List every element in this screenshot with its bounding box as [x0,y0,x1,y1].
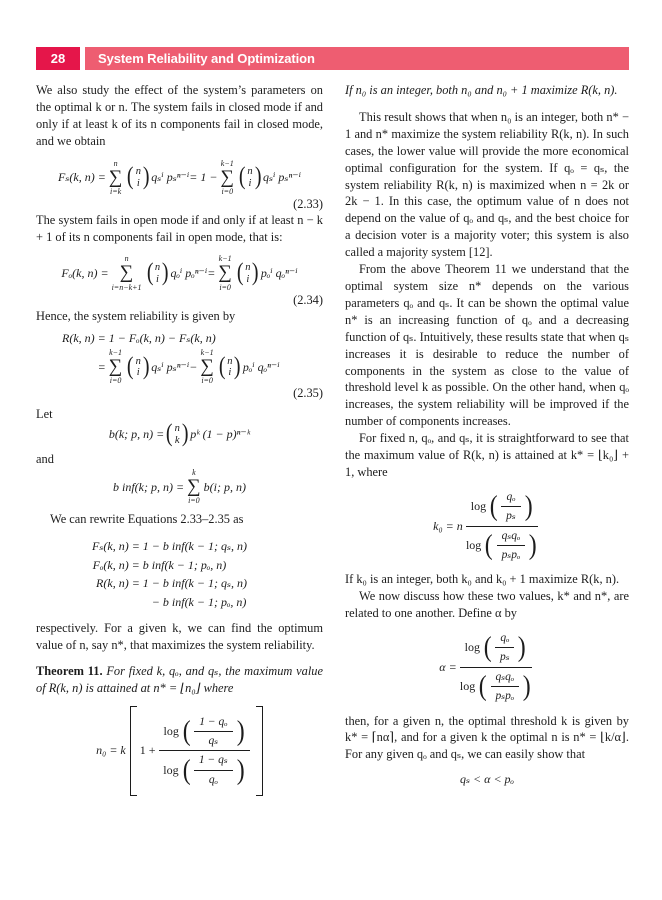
left-paren-icon: ( [236,259,244,287]
log-fraction: log ( qₒ pₛ ) [464,632,527,664]
paragraph-lead: If n₀ is an integer, both n₀ and n₀ + 1 maximize R(k, n). [345,83,618,97]
sigma-icon: ∑ [108,356,123,378]
left-paren-icon: ( [127,352,134,380]
binomial-coefficient: ( n i ) [146,259,169,287]
let-label: Let [36,407,53,422]
eq234-term2: pₒⁱ qₒⁿ⁻ⁱ [260,266,298,280]
binomial-coefficient: ( n k ) [166,420,189,448]
eq235-equals: = [97,359,106,374]
eq235-line1-lhs: R(k, n) [62,331,98,346]
left-paren-icon: ( [489,491,498,523]
right-column [345,82,629,796]
and-label: and [36,452,54,467]
paragraph-from-theorem: From the above Theorem 11 we understand that the optimal system size n* depends on the various parameters qₒ and qₛ. It can be shown the optimal value n* is an increasing function of qₒ and a decreasing function of qₛ. Intuitively, these results state that when qₛ increases it is desirable to reduce the number of components in the system as close to the value of threshold level k as possible. On the other hand, when qₒ increases, the system reliability will be improved if the number of components increases. [345,262,629,429]
rw-rhs: 1 − b inf(k − 1; qₛ, n) [142,576,248,591]
sigma-icon: ∑ [119,262,134,284]
log-fraction: log ( qₒ pₛ ) [470,490,533,523]
equation-2-35 [62,329,280,386]
right-paren-icon: ) [254,163,262,191]
eq233-term2: qₛⁱ pₛⁿ⁻ⁱ [262,170,301,185]
left-paren-icon: ( [182,715,191,747]
paragraph-respectively: respectively. For a given k, we can find the optimum value of n, say n*, that maximizes the system reliability. [36,621,323,653]
paragraph-fixed-n: For fixed n, qₒ, and qₛ, it is straightforward to see that the maximum value of R(k, n) is attained at k* = ⌊k₀⌋ + 1, where [345,431,629,479]
left-paren-icon: ( [238,163,246,191]
eq235-term1: qₛⁱ pₛⁿ⁻ⁱ [151,359,190,374]
eqb-lhs: b(k; p, n) = [108,427,165,442]
outer-fraction [159,715,250,788]
left-paren-icon: ( [182,754,191,786]
eqk0-lhs: k₀ = n [433,518,463,533]
equation-binf-def [36,468,323,506]
summation: k−1 ∑ i=0 [220,158,235,196]
eqb-rhs: pᵏ (1 − p)ⁿ⁻ᵏ [190,427,251,442]
eq235-term2: pₒⁱ qₒⁿ⁻ⁱ [242,359,280,374]
right-paren-icon: ) [252,259,259,287]
right-paren-icon: ) [236,754,245,786]
left-paren-icon: ( [483,632,492,664]
sigma-icon: ∑ [218,262,232,284]
eq235-minus: − [189,359,198,374]
sigma-icon: ∑ [200,356,214,378]
equation-k0 [345,490,629,563]
equation-number: (2.34) [293,292,323,307]
rw-lhs: R(k, n) = [96,576,143,591]
eqn0-one-plus: 1 + [139,743,156,758]
paragraph-open-mode: The system fails in open mode if and only if at least n − k + 1 of its n components fail in open mode, that is: [36,212,323,244]
binomial-coefficient: ( n i ) [218,352,241,380]
left-paren-icon: ( [478,671,487,703]
right-paren-icon: ) [518,632,527,664]
log-fraction: log ( 1 − qₛ qₒ ) [163,754,245,786]
page-header [36,47,629,70]
rw-lhs: Fₒ(k, n) = [92,557,143,572]
equation-number: (2.33) [293,196,323,211]
paragraph-result: This result shows that when n₀ is an integer, both n* − 1 and n* maximize the system reliability R(k, n). In such cases, the lower value will provide the more economical optimal configuration for the system. If qₒ = qₛ, the system reliability R(k, n) is maximized when n = 2k or 2k − 1. In this case, the optimum value of n does not depend on the value of qₒ and qₛ, and the best choice for a decision voter is a majority voter; this system is also called a majority system [12]. [345,109,629,260]
summation: n ∑ i=k [108,158,123,196]
equation-2-33 [36,159,323,197]
paragraph-rewrite: We can rewrite Equations 2.33–2.35 as [50,512,244,527]
rw-rhs: 1 − b inf(k − 1; qₛ, n) [142,538,248,553]
rw-rhs: b inf(k − 1; pₒ, n) [142,557,227,572]
rewritten-equations [92,537,247,611]
rw-rhs: − b inf(k − 1; pₒ, n) [142,594,247,609]
sigma-icon: ∑ [108,166,123,188]
equation-number: (2.35) [293,386,323,401]
summation: k−1 ∑ i=0 [108,348,123,386]
left-paren-icon: ( [146,259,154,287]
left-column [36,82,323,796]
equation-inequality [345,772,629,787]
summation: k ∑ i=0 [187,467,201,506]
right-paren-icon: ) [181,420,189,448]
paragraph-k0-integer: If k₀ is an integer, both k₀ and k₀ + 1 maximize R(k, n). [345,572,620,587]
left-paren-icon: ( [166,420,173,448]
eqbinf-lhs: b inf(k; p, n) = [113,479,185,494]
eq233-term1: qₛⁱ pₛⁿ⁻ⁱ [151,170,190,185]
rw-lhs: Fₛ(k, n) = [92,538,143,553]
equation-b-def [36,420,323,448]
paragraph-discuss: We now discuss how these two values, k* and n*, are related to one another. Define α by [345,589,629,621]
eq233-lhs: Fₛ(k, n) = [58,170,106,185]
binomial-coefficient: ( n i ) [127,163,150,191]
left-paren-icon: ( [127,163,134,191]
right-paren-icon: ) [522,671,531,703]
summation: k−1 ∑ i=0 [200,348,214,386]
right-paren-icon: ) [524,491,533,523]
binomial-coefficient: ( n i ) [127,352,150,380]
eq235-line1-rhs: = 1 − Fₒ(k, n) − Fₛ(k, n) [97,331,216,346]
rw-lhs [92,593,143,612]
eq234-mid: = [207,266,216,280]
left-paren-icon: ( [485,529,493,561]
sigma-icon: ∑ [187,475,201,497]
right-paren-icon: ) [529,529,537,561]
right-bracket-icon [256,706,263,796]
left-bracket-icon [130,706,137,796]
eqalpha-lhs: α = [439,659,457,674]
paragraph-hence: Hence, the system reliability is given by [36,308,236,323]
theorem-11 [36,663,323,697]
paragraph-then: then, for a given n, the optimal threshold k is given by k* = ⌈nα⌉, and for a given k the optimal n is n* = ⌊k/α⌋. For any given qₒ and qₛ, we can easily show that [345,713,629,762]
eq233-mid: = 1 − [189,170,218,185]
right-paren-icon: ) [236,715,245,747]
eqbinf-rhs: b(i; p, n) [203,479,246,494]
page-number: 28 [36,47,80,70]
theorem-text: For fixed k, qₒ, and qₛ, the maximum value of R(k, n) is attained at n* = ⌊n₀⌋ where [36,664,323,696]
left-paren-icon: ( [218,352,226,380]
inequality: qₛ < α < pₒ [460,772,514,787]
right-paren-icon: ) [234,352,241,380]
binomial-coefficient: ( n i ) [238,163,262,191]
eq234-term1: qₒⁱ pₒⁿ⁻ⁱ [170,266,208,280]
right-paren-icon: ) [142,163,150,191]
equation-2-34 [36,254,323,292]
theorem-label: Theorem 11. [36,664,103,679]
outer-fraction [460,631,532,704]
summation: k−1 ∑ i=0 [218,254,232,292]
log-fraction: log ( 1 − qₒ qₛ ) [163,715,245,748]
log-fraction: log ( qₛqₒ pₛpₒ ) [459,670,531,703]
summation: n ∑ i=n−k+1 [111,254,142,292]
right-paren-icon: ) [161,259,169,287]
eqn0-lhs: n₀ = k [96,743,126,758]
equation-n0 [36,706,323,796]
eq234-lhs: Fₒ(k, n) = [61,266,109,280]
equation-alpha [345,631,629,704]
sigma-icon: ∑ [220,166,235,188]
binomial-coefficient: ( n i ) [236,259,259,287]
outer-fraction [466,490,538,563]
right-paren-icon: ) [142,352,150,380]
paragraph-intro: We also study the effect of the system’s parameters on the optimal k or n. The system fails in closed mode if and only if at least k of its n components fail in closed mode, and we obtain [36,83,323,148]
two-column-body [36,82,629,796]
running-head-title: System Reliability and Optimization [85,47,629,70]
log-fraction: log ( qₛqₒ pₛpₒ ) [465,529,537,561]
